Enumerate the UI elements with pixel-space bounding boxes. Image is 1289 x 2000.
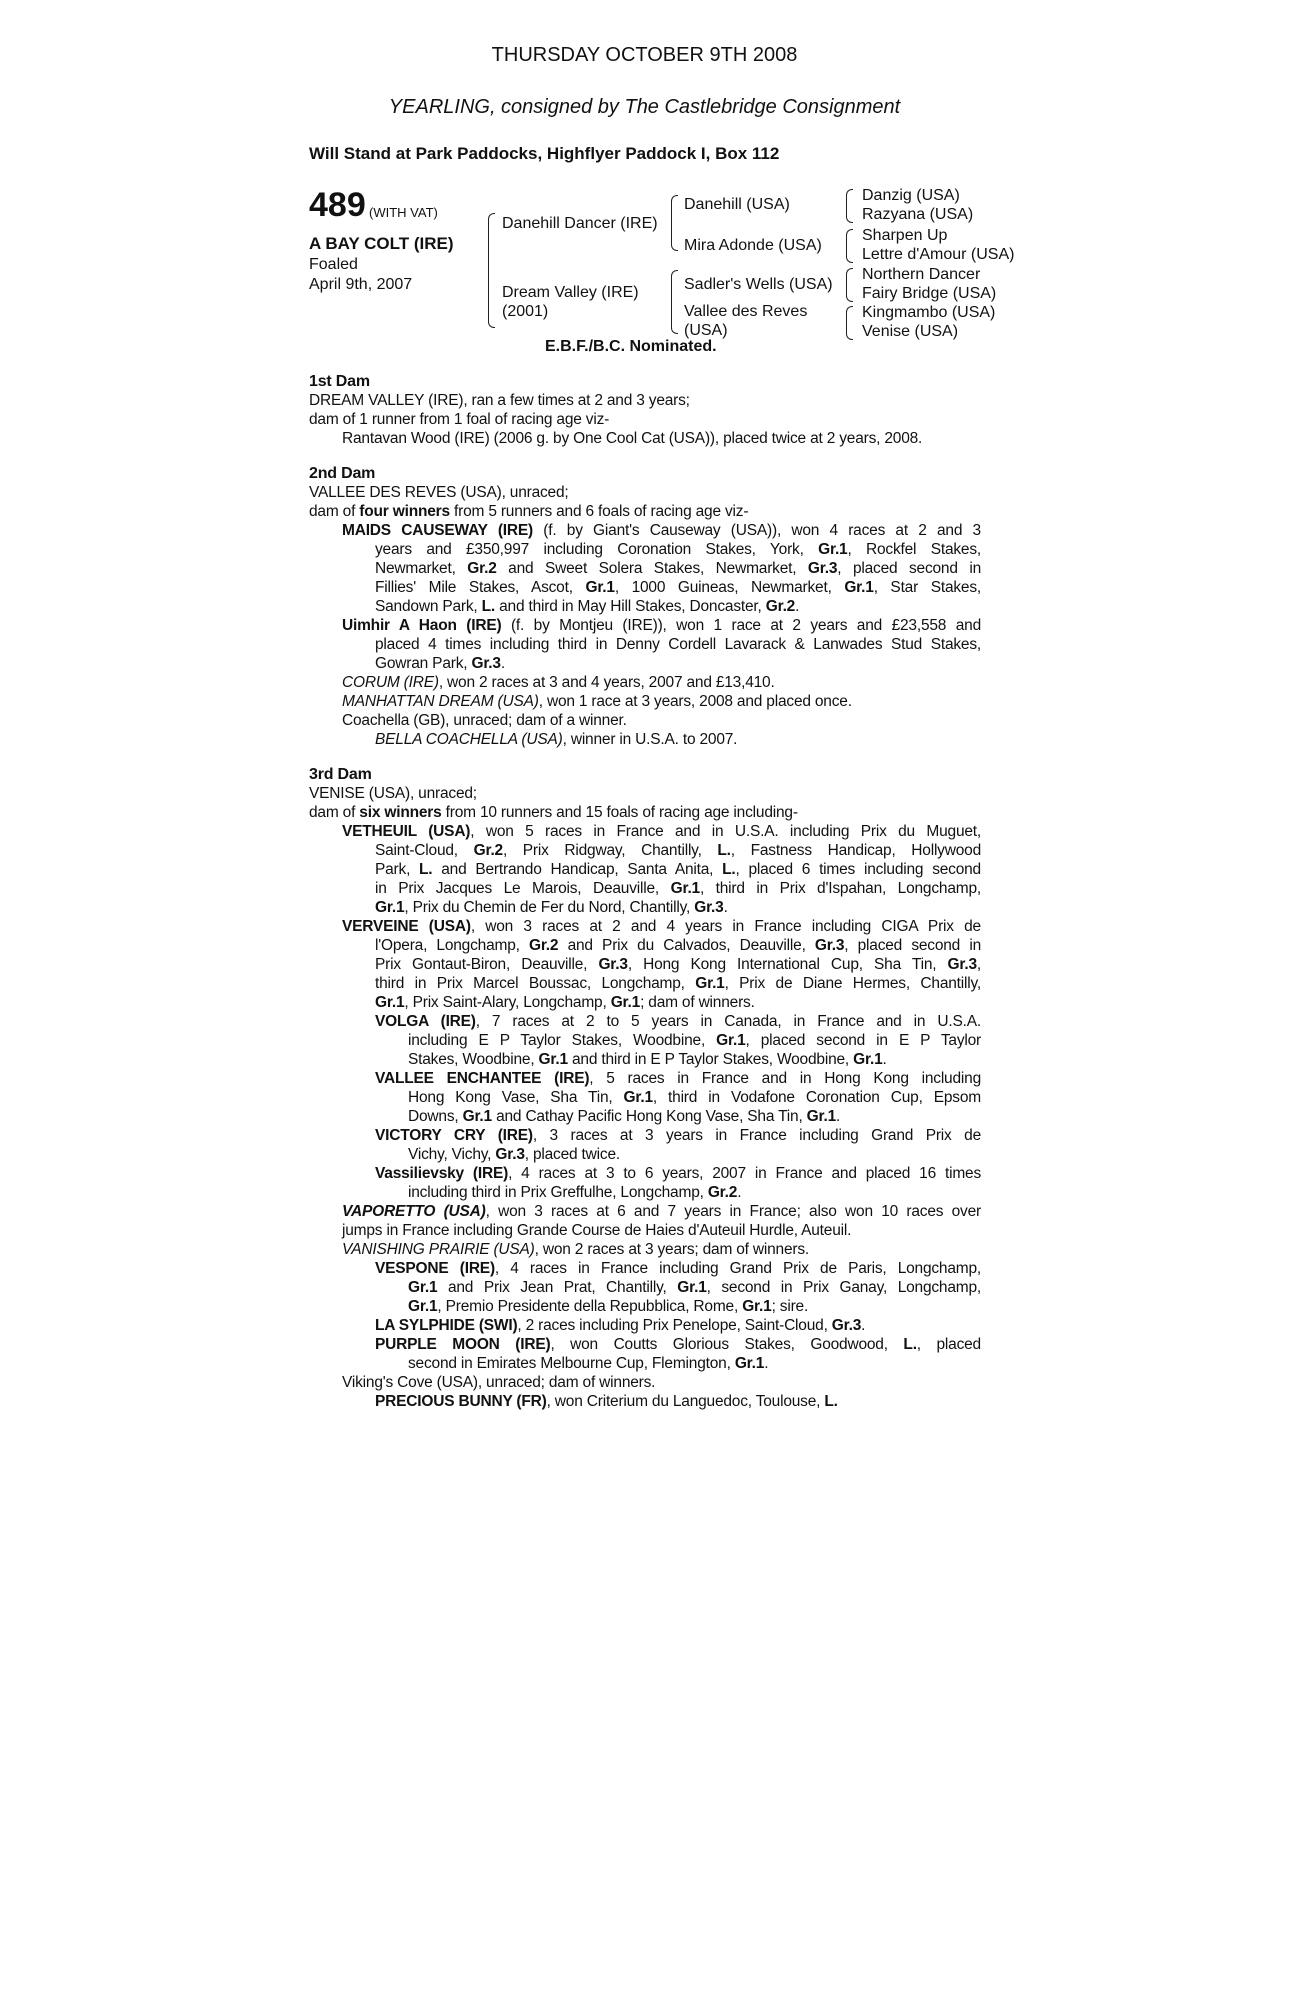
entry-line [309, 898, 981, 917]
entry-line [309, 1354, 981, 1373]
race-grade: Gr.3 [831, 1317, 862, 1334]
pedigree-brace-g3 [846, 268, 853, 302]
race-grade: Gr.3 [694, 899, 724, 916]
race-grade: L. [419, 861, 433, 878]
race-grade: Gr.1 [818, 541, 848, 558]
foaled-label: Foaled [309, 256, 358, 273]
text-run: , placed second in [837, 560, 981, 577]
entry-line [309, 1088, 981, 1107]
race-grade: Gr.1 [670, 880, 700, 897]
text-run: , Prix Saint-Alary, Longchamp, [404, 994, 611, 1011]
text-run: Gowran Park, [375, 655, 472, 672]
text-run: Saint-Cloud, [375, 842, 474, 859]
text-run: , won 2 races at 3 years; dam of winners. [534, 1241, 810, 1258]
entry-line [309, 917, 981, 936]
text-run: . [737, 1184, 742, 1201]
text-run: Sandown Park, [375, 598, 482, 615]
race-grade: Gr.1 [462, 1108, 492, 1125]
entry-line [309, 1012, 981, 1031]
horse-name: Uimhir A Haon (IRE) [342, 617, 502, 634]
text-run: years and £350,997 including Coronation Stakes, York, [375, 541, 819, 558]
pedigree-brace-dam [671, 270, 678, 334]
text-run: dam of [309, 503, 360, 520]
horse-name: VAPORETTO (USA) [342, 1203, 486, 1220]
produce-entry [309, 1316, 981, 1335]
text-run: . [882, 1051, 887, 1068]
horse-name: CORUM (IRE) [342, 674, 439, 691]
text-run: , Prix de Diane Hermes, Chantilly, [724, 975, 981, 992]
first-dam-line: dam of 1 runner from 1 foal of racing age viz- [309, 411, 610, 428]
race-grade: Gr.1 [408, 1279, 438, 1296]
entry-line [309, 597, 981, 616]
text-run: , 2 races including Prix Penelope, Saint-Cloud, [517, 1317, 832, 1334]
pedigree-g1: Danzig (USA) [862, 187, 960, 204]
text-run: . [723, 899, 728, 916]
text-run: , won 3 races at 6 and 7 years in France; also won 10 races over [485, 1203, 981, 1220]
text-run: , Fastness Handicap, Hollywood [730, 842, 981, 859]
text-run: , Prix Ridgway, Chantilly, [502, 842, 718, 859]
entry-line [309, 559, 981, 578]
text-run: , won 3 races at 2 and 4 years in France including CIGA Prix de [470, 918, 981, 935]
text-run: , 1000 Guineas, Newmarket, [614, 579, 845, 596]
text-run: , 7 races at 2 to 5 years in Canada, in France and in U.S.A. [475, 1013, 981, 1030]
pedigree-g2: Razyana (USA) [862, 206, 974, 223]
text-run: , third in Vodafone Coronation Cup, Epsom [652, 1089, 981, 1106]
lot-name: A BAY COLT (IRE) [309, 234, 454, 253]
entry-line [309, 1259, 981, 1278]
text-run: placed 4 times including third in Denny Cordell Lavarack & Lanwades Stud Stakes, [375, 636, 981, 653]
entry-line [309, 578, 981, 597]
text-run: , won 5 races in France and in U.S.A. including Prix du Muguet, [470, 823, 982, 840]
pedigree-brace-g4 [846, 306, 853, 340]
entry-line [309, 1145, 981, 1164]
pedigree-brace-g2 [846, 229, 853, 263]
foaled-date: April 9th, 2007 [309, 276, 413, 293]
produce-entry [309, 1012, 981, 1069]
pedigree-sire: Danehill Dancer (IRE) [502, 215, 658, 232]
produce-entry [309, 1164, 981, 1202]
horse-name: VICTORY CRY (IRE) [375, 1127, 533, 1144]
race-grade: Gr.1 [610, 994, 641, 1011]
pedigree-sire-sire: Danehill (USA) [684, 196, 790, 213]
produce-entry [309, 917, 981, 1012]
text-run: Park, [375, 861, 420, 878]
race-grade: L. [824, 1393, 838, 1410]
race-grade: L. [903, 1336, 917, 1353]
text-run: . [500, 655, 505, 672]
text-run: and third in May Hill Stakes, Doncaster, [495, 598, 766, 615]
text-run: and third in E P Taylor Stakes, Woodbine, [567, 1051, 854, 1068]
produce-entry [309, 1392, 981, 1411]
entry-line [309, 521, 981, 540]
pedigree-sire-dam: Mira Adonde (USA) [684, 237, 822, 254]
produce-entry [309, 822, 981, 917]
horse-name: VESPONE (IRE) [375, 1260, 495, 1277]
race-grade: Gr.2 [707, 1184, 738, 1201]
entry-line [309, 1069, 981, 1088]
catalogue-body [309, 372, 981, 1411]
text-run: Stakes, Woodbine, [408, 1051, 539, 1068]
produce-entry [309, 616, 981, 673]
pedigree-dam: Dream Valley (IRE) [502, 284, 639, 301]
text-run: , 5 races in France and in Hong Kong including [589, 1070, 981, 1087]
horse-name: PURPLE MOON (IRE) [375, 1336, 551, 1353]
first-dam-section [309, 372, 981, 448]
produce-entry [309, 1202, 981, 1240]
text-run: . [836, 1108, 841, 1125]
text-run: , third in Prix d'Ispahan, Longchamp, [699, 880, 981, 897]
entry-line [309, 974, 981, 993]
race-grade: Gr.3 [495, 1146, 525, 1163]
race-grade: Gr.1 [375, 899, 405, 916]
first-dam-line: DREAM VALLEY (IRE), ran a few times at 2 and 3 years; [309, 392, 690, 409]
text-run: , won Coutts Glorious Stakes, Goodwood, [550, 1336, 904, 1353]
entry-line [309, 1221, 981, 1240]
entry-line [309, 635, 981, 654]
text-run: Downs, [408, 1108, 463, 1125]
horse-name: LA SYLPHIDE (SWI) [375, 1317, 518, 1334]
text-run: and Bertrando Handicap, Santa Anita, [432, 861, 723, 878]
text-run: , second in Prix Ganay, Longchamp, [706, 1279, 982, 1296]
text-run: , Premio Presidente della Repubblica, Rome, [437, 1298, 743, 1315]
text-run: and Sweet Solera Stakes, Newmarket, [496, 560, 808, 577]
text-run: , won Criterium du Languedoc, Toulouse, [546, 1393, 825, 1410]
race-grade: Gr.1 [844, 579, 874, 596]
text-run: ; sire. [771, 1298, 809, 1315]
horse-name: Vassilievsky (IRE) [375, 1165, 509, 1182]
produce-entry [309, 730, 981, 749]
race-grade: Gr.1 [853, 1051, 883, 1068]
pedigree-g5: Northern Dancer [862, 266, 981, 283]
entry-line [309, 822, 981, 841]
text-run: including E P Taylor Stakes, Woodbine, [408, 1032, 717, 1049]
first-dam-produce: Rantavan Wood (IRE) (2006 g. by One Cool Cat (USA)), placed twice at 2 years, 2008. [342, 430, 923, 447]
race-grade: Gr.1 [538, 1051, 568, 1068]
horse-name: MANHATTAN DREAM (USA) [342, 693, 539, 710]
horse-name: PRECIOUS BUNNY (FR) [375, 1393, 547, 1410]
entry-line [309, 993, 981, 1012]
pedigree-dam-year: (2001) [502, 303, 549, 320]
second-dam-line: VALLEE DES REVES (USA), unraced; [309, 484, 569, 501]
text-run: , [976, 956, 981, 973]
entry-line [309, 1126, 981, 1145]
race-grade: L. [717, 842, 731, 859]
text-run: , placed second in E P Taylor [745, 1032, 982, 1049]
pedigree-brace-main [488, 213, 495, 328]
entry-line [309, 936, 981, 955]
race-grade: Gr.1 [585, 579, 615, 596]
entry-line [309, 1164, 981, 1183]
second-dam-title: 2nd Dam [309, 465, 376, 482]
race-grade: Gr.2 [528, 937, 559, 954]
race-grade: Gr.1 [408, 1298, 438, 1315]
winners-count: four winners [359, 503, 450, 520]
entry-line [309, 1183, 981, 1202]
produce-entry [309, 1240, 981, 1259]
horse-name: VALLEE ENCHANTEE (IRE) [375, 1070, 590, 1087]
stand-location: Will Stand at Park Paddocks, Highflyer Paddock I, Box 112 [309, 144, 780, 163]
horse-name: VETHEUIL (USA) [342, 823, 471, 840]
race-grade: Gr.2 [765, 598, 796, 615]
third-dam-line: VENISE (USA), unraced; [309, 785, 477, 802]
text-run: jumps in France including Grande Course de Haies d'Auteuil Hurdle, Auteuil. [342, 1222, 852, 1239]
text-run: from 5 runners and 6 foals of racing age viz- [449, 503, 749, 520]
entry-line [309, 1107, 981, 1126]
produce-entry [309, 1069, 981, 1126]
text-run: second in Emirates Melbourne Cup, Flemington, [408, 1355, 735, 1372]
text-run: (f. by Montjeu (IRE)), won 1 race at 2 years and £23,558 and [501, 617, 982, 634]
text-run: dam of [309, 804, 360, 821]
race-grade: Gr.2 [473, 842, 503, 859]
text-run: , 4 races at 3 to 6 years, 2007 in France and placed 16 times [508, 1165, 982, 1182]
race-grade: Gr.3 [947, 956, 977, 973]
produce-entry [309, 1259, 981, 1316]
text-run: , Star Stakes, [873, 579, 981, 596]
horse-name: BELLA COACHELLA (USA) [375, 731, 563, 748]
text-run: in Prix Jacques Le Marois, Deauville, [375, 880, 671, 897]
pedigree-g8: Venise (USA) [862, 323, 959, 340]
text-run: and Prix du Calvados, Deauville, [558, 937, 815, 954]
horse-name: MAIDS CAUSEWAY (IRE) [342, 522, 533, 539]
second-dam-section [309, 464, 981, 749]
pedigree-brace-g1 [846, 189, 853, 223]
entry-line [309, 654, 981, 673]
entry-line [309, 955, 981, 974]
text-run: Vichy, Vichy, [408, 1146, 496, 1163]
nomination-note: E.B.F./B.C. Nominated. [545, 338, 717, 355]
race-grade: Gr.1 [677, 1279, 707, 1296]
text-run: , 3 races at 3 years in France including Grand Prix de [532, 1127, 981, 1144]
race-grade: Gr.3 [807, 560, 838, 577]
entry-line [309, 1335, 981, 1354]
text-run: and Cathay Pacific Hong Kong Vase, Sha Tin, [491, 1108, 807, 1125]
pedigree-g4: Lettre d'Amour (USA) [862, 246, 1015, 263]
third-dam-line [309, 803, 981, 822]
text-run: third in Prix Marcel Boussac, Longchamp, [375, 975, 696, 992]
entry-line [309, 1050, 981, 1069]
text-run: and Prix Jean Prat, Chantilly, [437, 1279, 678, 1296]
text-run: , placed second in [844, 937, 981, 954]
produce-entry [309, 673, 981, 692]
text-run: . [795, 598, 800, 615]
produce-entry [309, 1126, 981, 1164]
horse-name: VANISHING PRAIRIE (USA) [342, 1241, 535, 1258]
pedigree-g7: Kingmambo (USA) [862, 304, 996, 321]
text-run: Prix Gontaut-Biron, Deauville, [375, 956, 599, 973]
text-run: . [861, 1317, 866, 1334]
produce-entry [309, 1335, 981, 1373]
produce-entry [309, 521, 981, 616]
pedigree-g3: Sharpen Up [862, 227, 948, 244]
lot-number: 489 [309, 186, 366, 224]
vat-note: (WITH VAT) [369, 205, 438, 220]
sale-date: THURSDAY OCTOBER 9TH 2008 [491, 44, 798, 66]
text-run: from 10 runners and 15 foals of racing age including- [441, 804, 798, 821]
text-run: , winner in U.S.A. to 2007. [562, 731, 738, 748]
entry-line [309, 540, 981, 559]
text-run: , won 1 race at 3 years, 2008 and placed once. [538, 693, 852, 710]
text-run: including third in Prix Greffulhe, Longchamp, [408, 1184, 708, 1201]
text-run: , Prix du Chemin de Fer du Nord, Chantilly, [404, 899, 695, 916]
pedigree-dam-dam-country: (USA) [684, 322, 728, 339]
entry-line [309, 860, 981, 879]
entry-line [309, 1031, 981, 1050]
race-grade: L. [481, 598, 495, 615]
second-dam-line [309, 502, 981, 521]
first-dam-title: 1st Dam [309, 373, 370, 390]
entry-line [309, 1316, 981, 1335]
third-dam-section [309, 765, 981, 1411]
race-grade: L. [722, 861, 736, 878]
produce-entry [309, 692, 981, 711]
pedigree-brace-sire [671, 195, 678, 251]
third-dam-title: 3rd Dam [309, 766, 372, 783]
text-run: (f. by Giant's Causeway (USA)), won 4 races at 2 and 3 [532, 522, 981, 539]
entry-line [309, 1392, 981, 1411]
produce-entry: Coachella (GB), unraced; dam of a winner. [342, 712, 627, 729]
text-run: Fillies' Mile Stakes, Ascot, [375, 579, 586, 596]
text-run: , Rockfel Stakes, [847, 541, 981, 558]
race-grade: Gr.2 [467, 560, 497, 577]
race-grade: Gr.1 [806, 1108, 837, 1125]
entry-line [309, 841, 981, 860]
produce-entry: Viking's Cove (USA), unraced; dam of winners. [342, 1374, 656, 1391]
text-run: Hong Kong Vase, Sha Tin, [408, 1089, 624, 1106]
text-run: , Hong Kong International Cup, Sha Tin, [627, 956, 948, 973]
consignment: YEARLING, consigned by The Castlebridge Consignment [388, 96, 901, 118]
pedigree-dam-dam: Vallee des Reves [684, 303, 808, 320]
race-grade: Gr.3 [598, 956, 628, 973]
race-grade: Gr.3 [814, 937, 845, 954]
text-run: . [764, 1355, 769, 1372]
entry-line [309, 1202, 981, 1221]
race-grade: Gr.1 [716, 1032, 746, 1049]
race-grade: Gr.3 [471, 655, 501, 672]
entry-line [309, 1278, 981, 1297]
text-run: , placed [916, 1336, 981, 1353]
text-run: , 4 races in France including Grand Prix de Paris, Longchamp, [494, 1260, 982, 1277]
entry-line [309, 879, 981, 898]
race-grade: Gr.1 [734, 1355, 765, 1372]
race-grade: Gr.1 [695, 975, 725, 992]
race-grade: Gr.1 [623, 1089, 653, 1106]
entry-line [309, 616, 981, 635]
text-run: Newmarket, [375, 560, 468, 577]
text-run: , won 2 races at 3 and 4 years, 2007 and £13,410. [438, 674, 775, 691]
pedigree-dam-sire: Sadler's Wells (USA) [684, 276, 833, 293]
text-run: ; dam of winners. [640, 994, 755, 1011]
horse-name: VOLGA (IRE) [375, 1013, 476, 1030]
race-grade: Gr.1 [375, 994, 405, 1011]
race-grade: Gr.1 [742, 1298, 772, 1315]
text-run: l'Opera, Longchamp, [375, 937, 529, 954]
pedigree-g6: Fairy Bridge (USA) [862, 285, 997, 302]
text-run: , placed 6 times including second [735, 861, 981, 878]
horse-name: VERVEINE (USA) [342, 918, 471, 935]
text-run: , placed twice. [524, 1146, 620, 1163]
winners-count: six winners [359, 804, 442, 821]
entry-line [309, 1297, 981, 1316]
